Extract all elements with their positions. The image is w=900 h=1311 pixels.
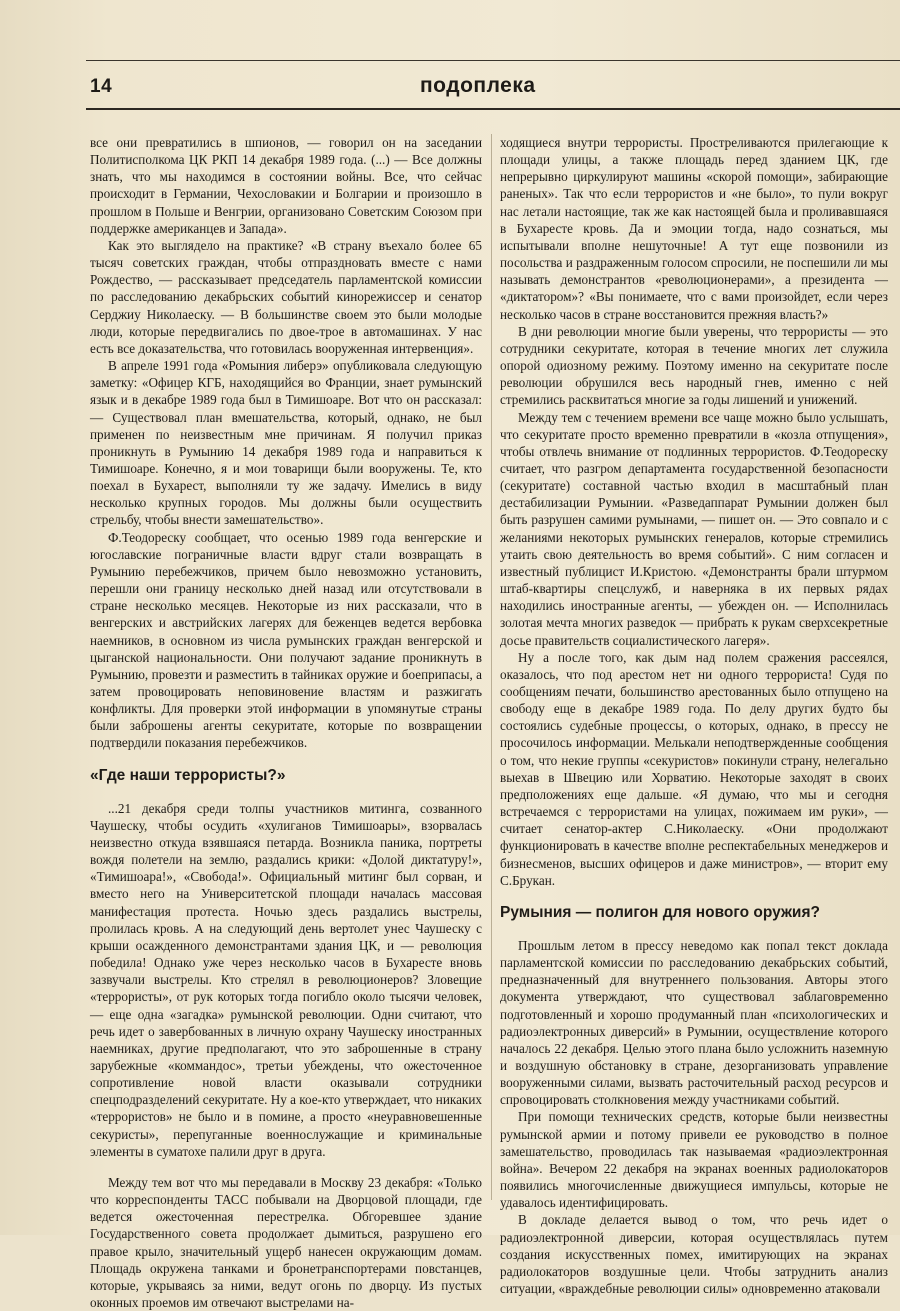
paragraph: Ну а после того, как дым над полем сражения рассеялся, оказалось, что под арестом нет ни одного террориста! Судя по сообщениям печати, большинство арестованных было отпущено на свободу еще в декабре 1989 года. По делу других будто бы состоялись судебные процессы, о которых, однако, в прессу не просочилось информации. Мелькали неподтвержденные сообщения о том, что некие группы «секуристов» покинули страну, нелегально выехав в Швецию или Хорватию. Некоторые заходят в своих предположениях еще дальше. «Я думаю, что мы и сегодня встречаемся с террористами на улицах, пожимаем им руки», — считает сенатор-актер С.Николаеску. «Они продолжают функционировать в качестве вполне респектабельных менеджеров и бизнесменов, высших офицеров и даже министров», — вторит ему С.Брукан. — [500, 649, 888, 888]
left-column — [90, 134, 482, 1311]
paragraph: все они превратились в шпионов, — говорил он на заседании Политисполкома ЦК РКП 14 декабря 1989 года. (...) — Все должны знать, что мы находимся в состоянии войны. Все, что сейчас происходит в Германии, Чехословакии и Болгарии и произошло в прошлом в Польше и Венгрии, организовано Советским Союзом при поддержке американцев и Запада». — [90, 135, 482, 236]
section-subheading: «Где наши террористы?» — [90, 766, 286, 784]
paragraph: Ф.Теодореску сообщает, что осенью 1989 года венгерские и югославские пограничные власти вдруг стали возвращать в Румынию перебежчиков, причем было невозможно установить, перешли они границу несколько дней назад или отсутствовали в стране несколько месяцев. Некоторые из них рассказали, что в венгерских и австрийских лагерях для беженцев ведется вербовка наемников, в основном из числа румынских граждан венгерской и цыганской национальности. Они получают задание проникнуть в Румынию, провезти и разместить в тайниках оружие и боеприпасы, а затем провоцировать неповиновение властям и разжигать конфликты. Для проверки этой информации в упомянутые страны были заброшены агенты секуритате, которые по возвращении подтвердили показания перебежчиков. — [90, 529, 482, 751]
paragraph: Как это выглядело на практике? «В страну въехало более 65 тысяч советских граждан, чтобы отпраздновать вместе с нами Рождество, — рассказывает председатель парламентской комиссии по расследованию декабрьских событий кинорежиссер и сенатор Серджиу Николаеску. — В большинстве своем это были молодые люди, которые передвигались по двое-трое в автомашинах. У нас есть все доказательства, что готовилась вооруженная интервенция». — [90, 237, 482, 356]
paragraph: Между тем вот что мы передавали в Москву 23 декабря: «Только что корреспонденты ТАСС побывали на Дворцовой площади, где ведется ожесточенная перестрелка. Обгоревшее здание Государственного совета продолжает дымиться, разрушено его правое крыло, значительный ущерб нанесен окружающим домам. Площадь окружена танками и бронетранспортерами повстанцев, которые, укрываясь за ними, ведут огонь по дворцу. Из пустых оконных проемов им отвечают выстрелами на- — [90, 1174, 482, 1310]
page-number: 14 — [90, 76, 113, 97]
paragraph: В докладе делается вывод о том, что речь идет о радиоэлектронной диверсии, которая осуществлялась путем создания искусственных помех, имитирующих на экранах радиолокаторов воздушные цели. Чтобы затруднить анализ ситуации, «враждебные революции силы» одновременно атаковали — [500, 1212, 888, 1296]
section-rubric: подоплека — [420, 74, 536, 97]
paragraph: Между тем с течением времени все чаще можно было услышать, что секуритате просто временно превратили в «козла отпущения», чтобы отвлечь внимание от подлинных террористов. Ф.Теодореску считает, что разгром департамента государственной безопасности (секуритате) составной частью входил в масштабный план дестабилизации Румынии. «Разведаппарат Румынии должен был быть разрушен самими румынами, — пишет он. — Это совпало и с желаниями некоторых румынских генералов, которые стремились утаить свою деятельность во время событий». С ним согласен и известный публицист И.Кристою. «Демонстранты брали штурмом штаб-квартиры спецслужб, и наверняка в их первых рядах находились иностранные агенты, — убежден он. — Исполнилась золотая мечта многих разведок — прибрать к рукам сверхсекретные досье правительств социалистического лагеря». — [500, 409, 888, 648]
right-column — [500, 134, 888, 1297]
top-rule — [86, 60, 900, 61]
paragraph: ...21 декабря среди толпы участников митинга, созванного Чаушеску, чтобы осудить «хулиганов Тимишоары», взорвалась неизвестно откуда взявшаяся петарда. Возникла паника, портреты вождя полетели на землю, раздались крики: «Долой диктатуру!», «Тимишоара!», «Свобода!». Официальный митинг был сорван, и вместо него на Университетской площади началась массовая манифестация протеста. Ночью здесь раздались выстрелы, пролилась кровь. А на следующий день вертолет унес Чаушеску с крыши осажденного демонстрантами здания ЦК, и — революция победила! Однако уже через несколько часов в Бухаресте вновь зазвучали выстрелы. Кто стрелял в революционеров? Зловещие «террористы», от рук которых тогда погибло около тысячи человек, — еще одна «загадка» румынской революции. Одни считают, что речь идет о завербованных в личную охрану Чаушеску иностранных наемниках, другие предполагают, что это заброшенные в страну зарубежные «коммандос», третьи убеждены, что ожесточенное сопротивление новой власти оказывали сотрудники спецподразделений секуритате. Ну а кое-кто утверждает, что никаких «террористов» не было и в помине, а просто «неуравновешенные секуристы», перепуганные военнослужащие и криминальные элементы в суматохе палили друг в друга. — [90, 800, 482, 1159]
section-subheading: Румыния — полигон для нового оружия? — [500, 903, 820, 921]
column-divider — [491, 134, 492, 1200]
header-rule — [86, 108, 900, 110]
paragraph: ходящиеся внутри террористы. Простреливаются прилегающие к площади улицы, а также площадь перед зданием ЦК, где непрерывно циркулируют машины «скорой помощи», забирающие раненых». Так что если террористов и «не было», то пули вокруг нас летали настоящие, так же как настоящей была и проливавшаяся в Бухаресте кровь. Да и эмоции тогда, надо сознаться, мы испытывали вполне нешуточные! А тут еще позвонили из посольства и раздраженным голосом спросили, не поспешили ли мы называть демонстрантов «революционерами», а президента — «диктатором»? «Вы понимаете, что с вами произойдет, если через несколько часов в стране восстановится прежняя власть?» — [500, 135, 888, 322]
paragraph: В дни революции многие были уверены, что террористы — это сотрудники секуритате, которая в течение многих лет служила опорой одиозному режиму. Поэтому именно на секуритате после революции обрушился весь народный гнев, именно с ней стремились расквитаться многие за годы лишений и унижений. — [500, 323, 888, 408]
paragraph: Прошлым летом в прессу неведомо как попал текст доклада парламентской комиссии по расследованию декабрьских событий, предназначенный для внутреннего пользования. Авторы этого документа утверждают, что существовал заблаговременно подготовленный и хорошо продуманный план «психологических и радиоэлектронных диверсий» в Румынии, осуществление которого началось 22 декабря. Целью этого плана было усложнить наземную и воздушную обстановку в стране, дезорганизовать управление вооруженными силами, вызвать расточительный расход ресурсов и спровоцировать столкновения между участниками событий. — [500, 937, 888, 1108]
paragraph: В апреле 1991 года «Ромыния либерэ» опубликовала следующую заметку: «Офицер КГБ, находящийся во Франции, знает румынский язык и в декабре 1989 года был в Тимишоаре. Вот что он рассказал: — Существовал план вмешательства, который, однако, не был применен по неизвестным мне причинам. Я получил приказ проникнуть в Румынию 14 декабря 1989 года и направиться к Тимишоаре. Конечно, я и мои товарищи были вооружены. Те, кто поехал в Бухарест, выполняли ту же задачу. Имелись в виду несколько крупных городов. Мы должны были осуществить стрельбу, чтобы внести замешательство». — [90, 358, 482, 528]
paragraph: При помощи технических средств, которые были неизвестны румынской армии и потому привели ее руководство в полное замешательство, проводилась так называемая «радиоэлектронная война». Вечером 22 декабря на экранах военных радиолокаторов появились многочисленные движущиеся импульсы, которые не удавалось идентифицировать. — [500, 1109, 888, 1211]
